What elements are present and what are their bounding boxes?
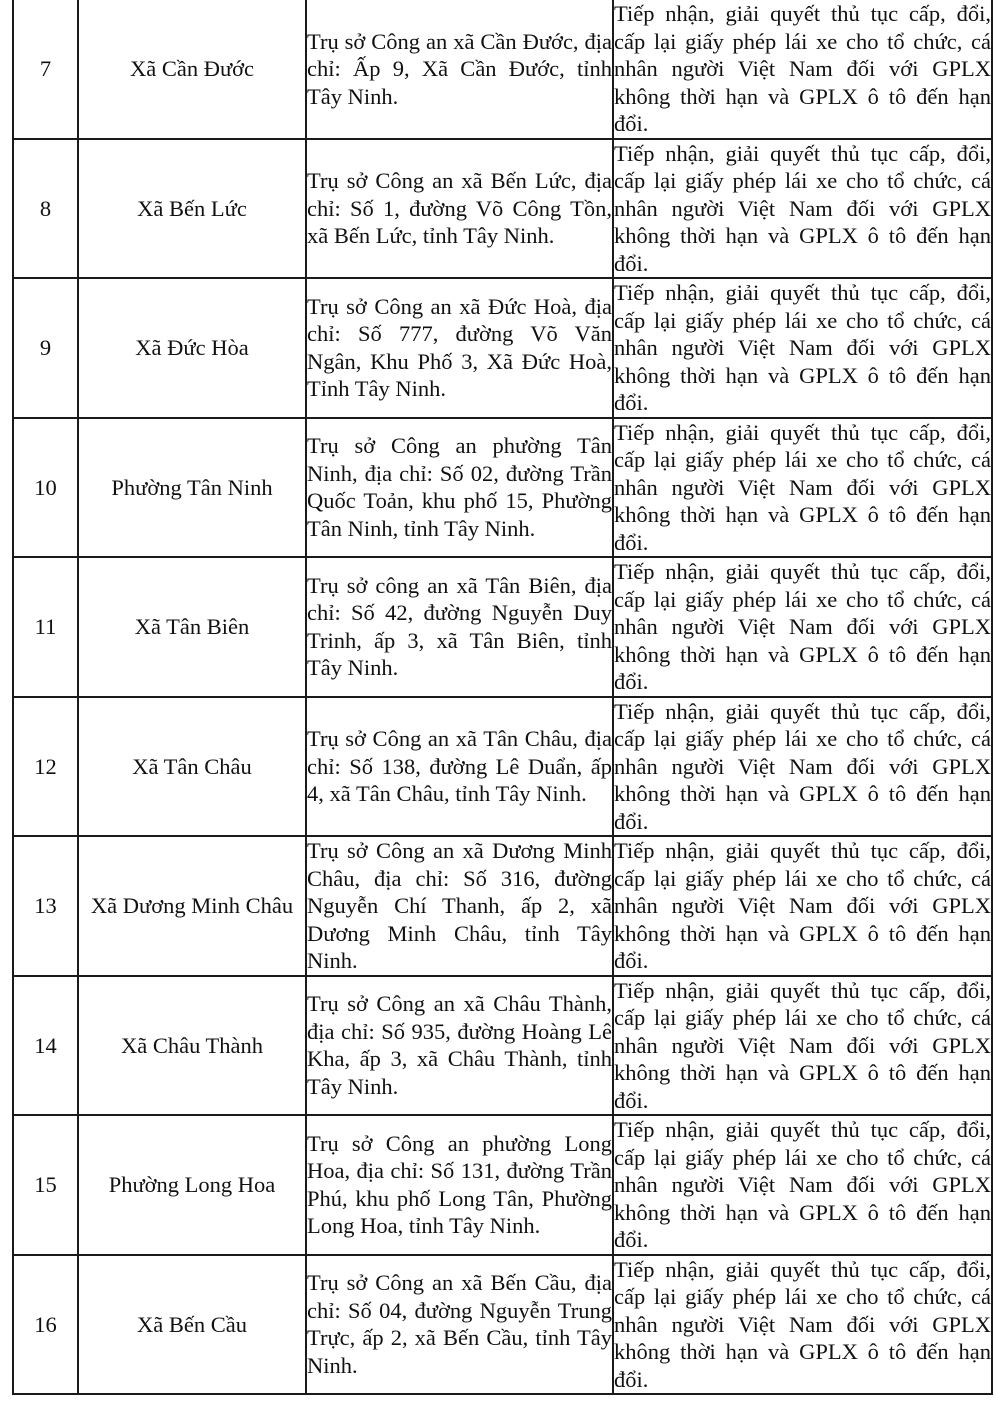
ward-name: Xã Châu Thành [78, 976, 306, 1116]
ward-name: Xã Tân Biên [78, 557, 306, 697]
row-number: 8 [13, 139, 78, 279]
ward-name: Phường Tân Ninh [78, 418, 306, 558]
office-address: Trụ sở Công an xã Cần Đước, địa chỉ: Ấp 9, Xã Cần Đước, tỉnh Tây Ninh. [306, 0, 613, 139]
office-address: Trụ sở Công an xã Dương Minh Châu, địa chỉ: Số 316, đường Nguyễn Chí Thanh, ấp 2, xã Dương Minh Châu, tỉnh Tây Ninh. [306, 836, 613, 976]
table-row [13, 697, 992, 837]
ward-name: Xã Dương Minh Châu [78, 836, 306, 976]
service-description: Tiếp nhận, giải quyết thủ tục cấp, đổi, cấp lại giấy phép lái xe cho tổ chức, cá nhân người Việt Nam đối với GPLX không thời hạn và GPLX ô tô đến hạn đổi. [613, 278, 992, 418]
office-address: Trụ sở Công an phường Tân Ninh, địa chỉ: Số 02, đường Trần Quốc Toản, khu phố 15, Phường Tân Ninh, tỉnh Tây Ninh. [306, 418, 613, 558]
table-row [13, 139, 992, 279]
ward-name: Xã Bến Cầu [78, 1255, 306, 1395]
ward-name: Xã Tân Châu [78, 697, 306, 837]
table-row [13, 1255, 992, 1395]
service-description: Tiếp nhận, giải quyết thủ tục cấp, đổi, cấp lại giấy phép lái xe cho tổ chức, cá nhân người Việt Nam đối với GPLX không thời hạn và GPLX ô tô đến hạn đổi. [613, 139, 992, 279]
service-description: Tiếp nhận, giải quyết thủ tục cấp, đổi, cấp lại giấy phép lái xe cho tổ chức, cá nhân người Việt Nam đối với GPLX không thời hạn và GPLX ô tô đến hạn đổi. [613, 418, 992, 558]
ward-name: Phường Long Hoa [78, 1115, 306, 1255]
table-row [13, 0, 992, 139]
row-number: 15 [13, 1115, 78, 1255]
table-row [13, 278, 992, 418]
service-locations-table [12, 0, 993, 1395]
office-address: Trụ sở Công an phường Long Hoa, địa chỉ: Số 131, đường Trần Phú, khu phố Long Tân, Phường Long Hoa, tỉnh Tây Ninh. [306, 1115, 613, 1255]
ward-name: Xã Cần Đước [78, 0, 306, 139]
office-address: Trụ sở Công an xã Bến Lức, địa chỉ: Số 1, đường Võ Công Tồn, xã Bến Lức, tỉnh Tây Ninh. [306, 139, 613, 279]
row-number: 11 [13, 557, 78, 697]
office-address: Trụ sở Công an xã Đức Hoà, địa chỉ: Số 777, đường Võ Văn Ngân, Khu Phố 3, Xã Đức Hoà, Tỉnh Tây Ninh. [306, 278, 613, 418]
service-description: Tiếp nhận, giải quyết thủ tục cấp, đổi, cấp lại giấy phép lái xe cho tổ chức, cá nhân người Việt Nam đối với GPLX không thời hạn và GPLX ô tô đến hạn đổi. [613, 557, 992, 697]
service-description: Tiếp nhận, giải quyết thủ tục cấp, đổi, cấp lại giấy phép lái xe cho tổ chức, cá nhân người Việt Nam đối với GPLX không thời hạn và GPLX ô tô đến hạn đổi. [613, 836, 992, 976]
service-description: Tiếp nhận, giải quyết thủ tục cấp, đổi, cấp lại giấy phép lái xe cho tổ chức, cá nhân người Việt Nam đối với GPLX không thời hạn và GPLX ô tô đến hạn đổi. [613, 0, 992, 139]
row-number: 7 [13, 0, 78, 139]
office-address: Trụ sở Công an xã Bến Cầu, địa chỉ: Số 04, đường Nguyễn Trung Trực, ấp 2, xã Bến Cầu, tỉnh Tây Ninh. [306, 1255, 613, 1395]
table-row [13, 1115, 992, 1255]
row-number: 14 [13, 976, 78, 1116]
service-description: Tiếp nhận, giải quyết thủ tục cấp, đổi, cấp lại giấy phép lái xe cho tổ chức, cá nhân người Việt Nam đối với GPLX không thời hạn và GPLX ô tô đến hạn đổi. [613, 697, 992, 837]
ward-name: Xã Đức Hòa [78, 278, 306, 418]
office-address: Trụ sở Công an xã Tân Châu, địa chỉ: Số 138, đường Lê Duẩn, ấp 4, xã Tân Châu, tỉnh Tây Ninh. [306, 697, 613, 837]
service-description: Tiếp nhận, giải quyết thủ tục cấp, đổi, cấp lại giấy phép lái xe cho tổ chức, cá nhân người Việt Nam đối với GPLX không thời hạn và GPLX ô tô đến hạn đổi. [613, 976, 992, 1116]
service-description: Tiếp nhận, giải quyết thủ tục cấp, đổi, cấp lại giấy phép lái xe cho tổ chức, cá nhân người Việt Nam đối với GPLX không thời hạn và GPLX ô tô đến hạn đổi. [613, 1115, 992, 1255]
row-number: 12 [13, 697, 78, 837]
table-row [13, 836, 992, 976]
office-address: Trụ sở công an xã Tân Biên, địa chỉ: Số 42, đường Nguyễn Duy Trinh, ấp 3, xã Tân Biên, tỉnh Tây Ninh. [306, 557, 613, 697]
row-number: 10 [13, 418, 78, 558]
table-row [13, 557, 992, 697]
office-address: Trụ sở Công an xã Châu Thành, địa chỉ: Số 935, đường Hoàng Lê Kha, ấp 3, xã Châu Thành, tỉnh Tây Ninh. [306, 976, 613, 1116]
service-description: Tiếp nhận, giải quyết thủ tục cấp, đổi, cấp lại giấy phép lái xe cho tổ chức, cá nhân người Việt Nam đối với GPLX không thời hạn và GPLX ô tô đến hạn đổi. [613, 1255, 992, 1395]
row-number: 9 [13, 278, 78, 418]
table-row [13, 418, 992, 558]
ward-name: Xã Bến Lức [78, 139, 306, 279]
row-number: 16 [13, 1255, 78, 1395]
table-body [13, 0, 992, 1394]
table-row [13, 976, 992, 1116]
row-number: 13 [13, 836, 78, 976]
